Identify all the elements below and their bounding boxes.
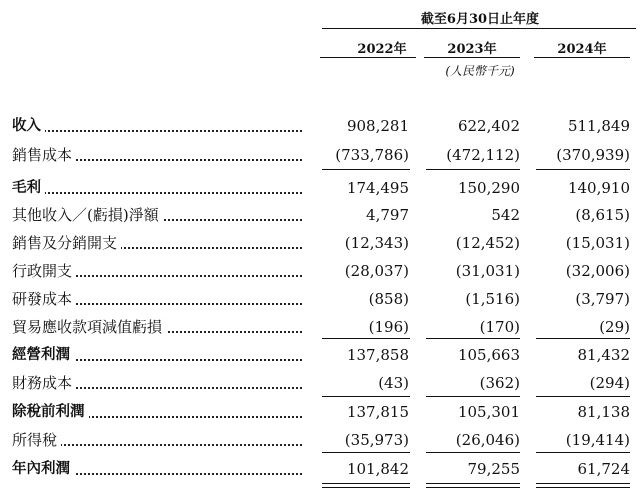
subtotal-rule [322, 169, 410, 170]
total-double-rule [322, 483, 410, 488]
row-label [12, 456, 302, 482]
table-row [0, 456, 640, 482]
currency-unit: (人民幣千元) [445, 64, 515, 78]
year-rule-2023 [424, 57, 520, 58]
value-2024: (3,797) [575, 290, 630, 308]
value-2022: 4,797 [366, 206, 409, 224]
value-2022: (858) [368, 290, 409, 308]
table-row [0, 113, 640, 139]
table-row [0, 142, 640, 168]
row-label-text: 銷售成本 [12, 146, 76, 164]
value-2023: (26,046) [455, 431, 520, 449]
value-2023: 622,402 [457, 117, 520, 135]
table-row [0, 399, 640, 425]
value-2024: (19,414) [565, 431, 630, 449]
subtotal-rule [536, 338, 630, 339]
total-double-rule [426, 483, 520, 488]
value-2024: (8,615) [575, 206, 630, 224]
leader-dots [12, 130, 302, 132]
value-2022: (733,786) [335, 146, 409, 164]
value-2022: 908,281 [346, 117, 409, 135]
subtotal-rule [536, 452, 630, 453]
value-2024: (294) [589, 374, 630, 392]
row-label-text: 研發成本 [12, 290, 76, 308]
row-label [12, 175, 302, 201]
row-label [12, 113, 302, 139]
value-2023: (12,452) [455, 234, 520, 252]
subtotal-rule [536, 396, 630, 397]
year-rule-2022 [320, 57, 416, 58]
table-row [0, 370, 640, 396]
value-2023: 105,663 [457, 346, 520, 364]
row-label [12, 370, 302, 396]
period-title: 截至6月30日止年度 [420, 12, 540, 27]
table-row [0, 286, 640, 312]
total-double-rule [536, 483, 630, 488]
year-header-2023: 2023年 [447, 42, 497, 57]
value-2024: (29) [599, 318, 630, 336]
subtotal-rule [536, 169, 630, 170]
value-2022: 174,495 [346, 179, 409, 197]
period-rule [322, 28, 636, 29]
value-2022: 137,858 [346, 346, 409, 364]
value-2023: (472,112) [446, 146, 520, 164]
year-rule-2024 [534, 57, 630, 58]
row-label-text: 年內利潤 [12, 461, 74, 477]
value-2023: 79,255 [467, 460, 520, 478]
row-label-text: 除稅前利潤 [12, 404, 89, 420]
value-2024: 511,849 [567, 117, 630, 135]
leader-dots [12, 192, 302, 194]
value-2022: (43) [378, 374, 409, 392]
value-2022: (196) [368, 318, 409, 336]
row-label-text: 經營利潤 [12, 347, 74, 363]
year-header-2024: 2024年 [557, 42, 607, 57]
row-label-text: 其他收入／(虧損)淨額 [12, 206, 163, 224]
row-label [12, 142, 302, 168]
row-label-text: 收入 [12, 118, 45, 134]
value-2022: (12,343) [344, 234, 409, 252]
row-label [12, 258, 302, 284]
value-2024: 81,138 [577, 403, 630, 421]
value-2023: 105,301 [457, 403, 520, 421]
row-label-text: 貿易應收款項減值虧損 [12, 318, 166, 336]
table-row [0, 427, 640, 453]
table-row [0, 314, 640, 340]
row-label-text: 財務成本 [12, 374, 76, 392]
value-2024: (370,939) [556, 146, 630, 164]
value-2023: (1,516) [465, 290, 520, 308]
value-2023: 150,290 [457, 179, 520, 197]
row-label [12, 230, 302, 256]
table-row [0, 202, 640, 228]
table-row [0, 342, 640, 368]
row-label-text: 銷售及分銷開支 [12, 234, 121, 252]
subtotal-rule [426, 338, 520, 339]
row-label-text: 所得稅 [12, 431, 61, 449]
value-2022: (28,037) [344, 262, 409, 280]
value-2024: 61,724 [577, 460, 630, 478]
row-label [12, 314, 302, 340]
value-2023: (362) [479, 374, 520, 392]
value-2022: 137,815 [346, 403, 409, 421]
row-label [12, 427, 302, 453]
value-2024: (15,031) [565, 234, 630, 252]
table-row [0, 258, 640, 284]
subtotal-rule [322, 338, 410, 339]
table-row [0, 175, 640, 201]
table-row [0, 230, 640, 256]
subtotal-rule [426, 452, 520, 453]
subtotal-rule [426, 169, 520, 170]
value-2022: 101,842 [346, 460, 409, 478]
value-2024: 140,910 [567, 179, 630, 197]
row-label [12, 286, 302, 312]
subtotal-rule [426, 396, 520, 397]
row-label-text: 毛利 [12, 180, 45, 196]
subtotal-rule [322, 396, 410, 397]
row-label-text: 行政開支 [12, 262, 76, 280]
value-2023: 542 [491, 206, 520, 224]
value-2023: (170) [479, 318, 520, 336]
row-label [12, 399, 302, 425]
year-header-2022: 2022年 [357, 42, 407, 57]
value-2024: (32,006) [565, 262, 630, 280]
value-2024: 81,432 [577, 346, 630, 364]
row-label [12, 202, 302, 228]
value-2023: (31,031) [455, 262, 520, 280]
value-2022: (35,973) [344, 431, 409, 449]
row-label [12, 342, 302, 368]
subtotal-rule [322, 452, 410, 453]
